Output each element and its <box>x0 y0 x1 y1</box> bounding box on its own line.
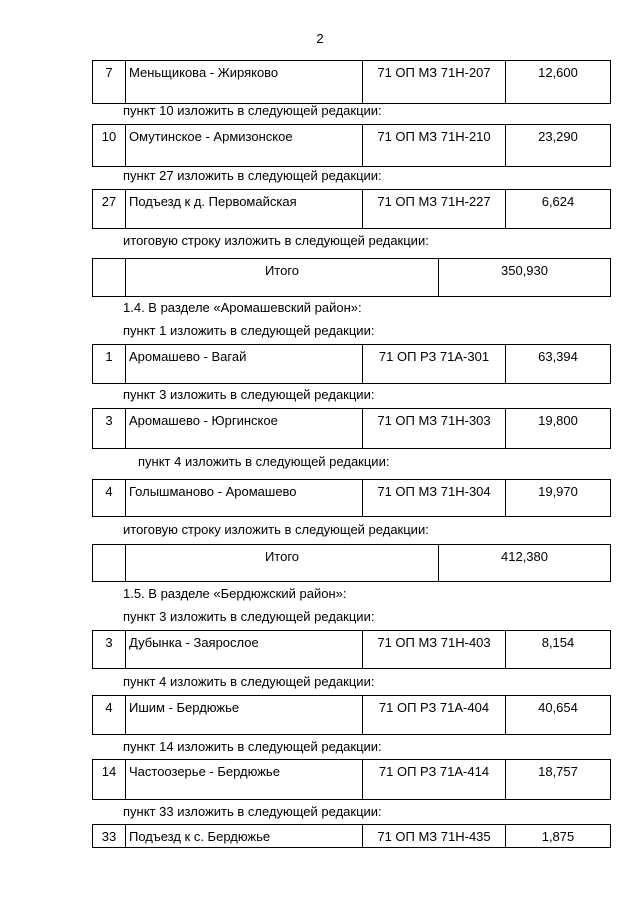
road-name: Голышманово - Аромашево <box>126 480 363 517</box>
row-number: 27 <box>93 190 126 229</box>
road-code: 71 ОП МЗ 71Н-210 <box>363 125 506 167</box>
page-number: 2 <box>316 31 324 46</box>
road-name: Частоозерье - Бердюжье <box>126 760 363 800</box>
road-name: Аромашево - Вагай <box>126 345 363 384</box>
road-name: Аромашево - Юргинское <box>126 409 363 449</box>
row-number: 3 <box>93 409 126 449</box>
road-name: Ишим - Бердюжье <box>126 696 363 735</box>
table-row <box>92 124 611 167</box>
row-number: 33 <box>93 825 126 848</box>
paragraph: итоговую строку изложить в следующей редакции: <box>123 522 429 537</box>
road-length: 63,394 <box>506 345 611 384</box>
total-value: 412,380 <box>439 545 611 582</box>
paragraph: пункт 4 изложить в следующей редакции: <box>138 454 390 469</box>
road-length: 18,757 <box>506 760 611 800</box>
table-row <box>92 60 611 104</box>
table-row <box>92 630 611 669</box>
road-length: 19,800 <box>506 409 611 449</box>
paragraph: итоговую строку изложить в следующей редакции: <box>123 233 429 248</box>
paragraph: пункт 3 изложить в следующей редакции: <box>123 609 375 624</box>
row-number: 4 <box>93 480 126 517</box>
row-number: 10 <box>93 125 126 167</box>
total-label: Итого <box>126 259 439 297</box>
table-row <box>92 344 611 384</box>
total-value: 350,930 <box>439 259 611 297</box>
total-empty-cell <box>93 259 126 297</box>
total-empty-cell <box>93 545 126 582</box>
road-length: 40,654 <box>506 696 611 735</box>
road-code: 71 ОП МЗ 71Н-227 <box>363 190 506 229</box>
paragraph: пункт 4 изложить в следующей редакции: <box>123 674 375 689</box>
road-code: 71 ОП МЗ 71Н-403 <box>363 631 506 669</box>
road-length: 6,624 <box>506 190 611 229</box>
row-number: 3 <box>93 631 126 669</box>
road-name: Подъезд к с. Бердюжье <box>126 825 363 848</box>
road-name: Дубынка - Заярослое <box>126 631 363 669</box>
table-row <box>92 408 611 449</box>
table-row <box>92 759 611 800</box>
road-code: 71 ОП МЗ 71Н-207 <box>363 61 506 104</box>
road-code: 71 ОП РЗ 71А-414 <box>363 760 506 800</box>
row-number: 4 <box>93 696 126 735</box>
row-number: 7 <box>93 61 126 104</box>
road-length: 1,875 <box>506 825 611 848</box>
paragraph: пункт 1 изложить в следующей редакции: <box>123 323 375 338</box>
table-row <box>92 479 611 517</box>
road-name: Подъезд к д. Первомайская <box>126 190 363 229</box>
section-heading: 1.5. В разделе «Бердюжский район»: <box>123 586 347 601</box>
road-code: 71 ОП МЗ 71Н-435 <box>363 825 506 848</box>
total-label: Итого <box>126 545 439 582</box>
section-heading: 1.4. В разделе «Аромашевский район»: <box>123 300 362 315</box>
road-code: 71 ОП МЗ 71Н-304 <box>363 480 506 517</box>
row-number: 14 <box>93 760 126 800</box>
paragraph: пункт 33 изложить в следующей редакции: <box>123 804 382 819</box>
paragraph: пункт 10 изложить в следующей редакции: <box>123 103 382 118</box>
road-name: Меньщикова - Жиряково <box>126 61 363 104</box>
road-length: 12,600 <box>506 61 611 104</box>
table-row <box>92 695 611 735</box>
paragraph: пункт 27 изложить в следующей редакции: <box>123 168 382 183</box>
road-length: 23,290 <box>506 125 611 167</box>
road-code: 71 ОП РЗ 71А-404 <box>363 696 506 735</box>
road-name: Омутинское - Армизонское <box>126 125 363 167</box>
road-code: 71 ОП МЗ 71Н-303 <box>363 409 506 449</box>
road-length: 8,154 <box>506 631 611 669</box>
total-row <box>92 544 611 582</box>
total-row <box>92 258 611 297</box>
table-row <box>92 824 611 848</box>
paragraph: пункт 14 изложить в следующей редакции: <box>123 739 382 754</box>
paragraph: пункт 3 изложить в следующей редакции: <box>123 387 375 402</box>
road-code: 71 ОП РЗ 71А-301 <box>363 345 506 384</box>
table-row <box>92 189 611 229</box>
row-number: 1 <box>93 345 126 384</box>
road-length: 19,970 <box>506 480 611 517</box>
